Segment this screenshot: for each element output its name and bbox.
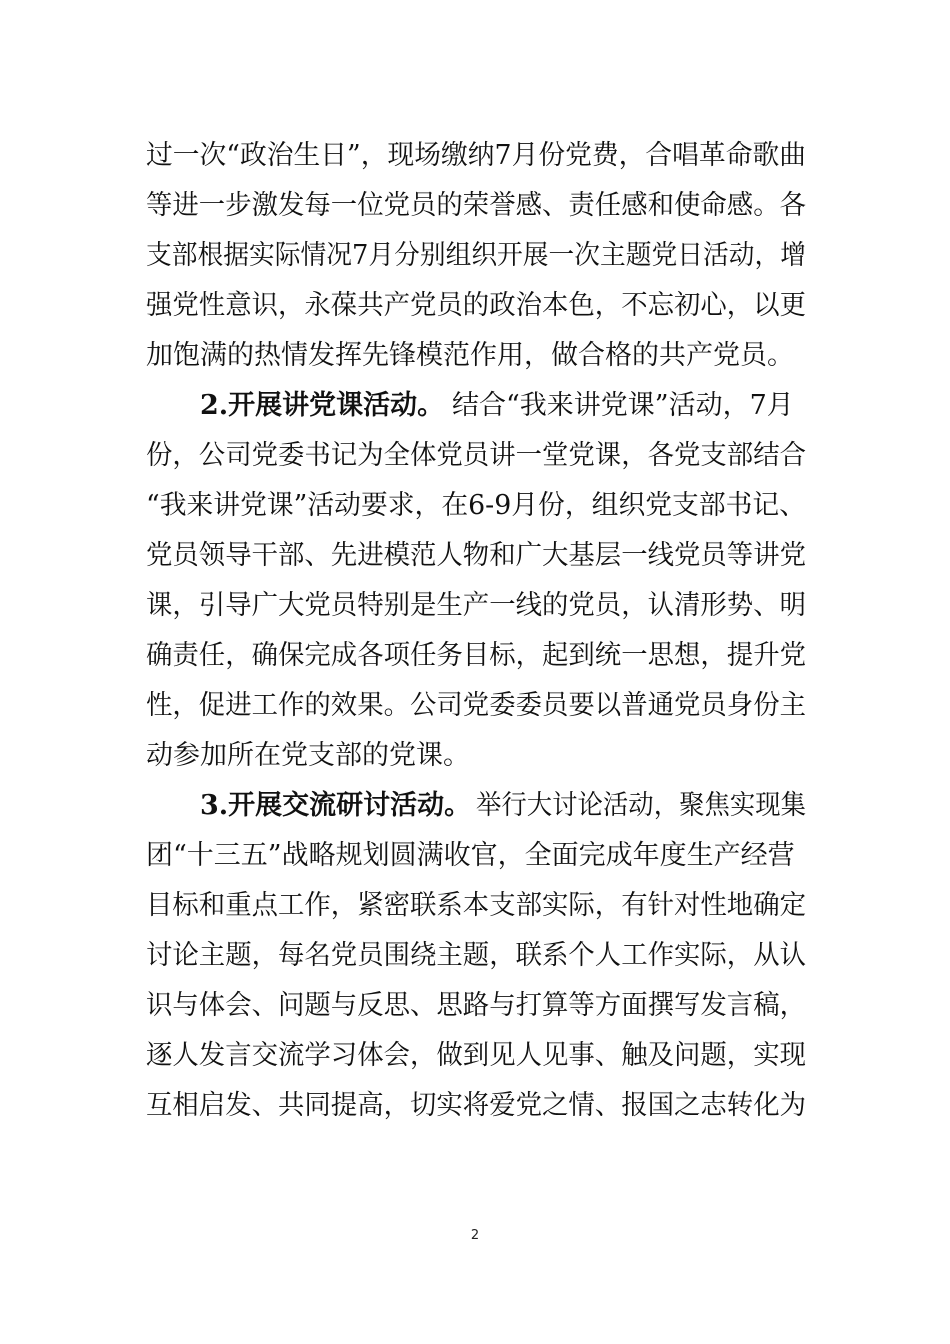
- page-number: 2: [470, 1228, 480, 1243]
- line-text: 动参加所在党支部的党课。: [146, 740, 470, 771]
- line-text: 互相启发、共同提高，切实将爱党之情、报国之志转化为: [146, 1090, 806, 1121]
- section-heading: 2.开展讲党课活动。: [200, 390, 445, 421]
- section-heading-line: [0, 386, 950, 426]
- text-line: [0, 536, 950, 576]
- section-heading: 3.开展交流研讨活动。: [200, 790, 472, 821]
- text-line: [0, 436, 950, 476]
- text-line: [0, 336, 950, 376]
- line-text: 加饱满的热情发挥先锋模范作用，做合格的共产党员。: [146, 340, 794, 371]
- text-line: [0, 836, 950, 876]
- line-text: 确责任，确保完成各项任务目标，起到统一思想，提升党: [146, 640, 806, 671]
- text-line: [0, 586, 950, 626]
- line-text: 强党性意识，永葆共产党员的政治本色，不忘初心，以更: [146, 290, 806, 321]
- text-line: [0, 186, 950, 226]
- line-text: “我来讲党课”活动要求，在6-9月份，组织党支部书记、: [146, 490, 806, 521]
- line-text: 讨论主题，每名党员围绕主题，联系个人工作实际，从认: [146, 940, 806, 971]
- line-text: 支部根据实际情况7月分别组织开展一次主题党日活动，增: [146, 240, 806, 271]
- line-text: 份，公司党委书记为全体党员讲一堂党课，各党支部结合: [146, 440, 806, 471]
- text-line: [0, 686, 950, 726]
- line-text: 过一次“政治生日”，现场缴纳7月份党费，合唱革命歌曲: [146, 140, 806, 171]
- text-line: [0, 286, 950, 326]
- text-line: [0, 936, 950, 976]
- text-line: [0, 986, 950, 1026]
- text-line: [0, 486, 950, 526]
- line-text: 等进一步激发每一位党员的荣誉感、责任感和使命感。各: [146, 190, 806, 221]
- line-text: 识与体会、问题与反思、思路与打算等方面撰写发言稿，: [146, 990, 806, 1021]
- text-line: [0, 236, 950, 276]
- text-line: [0, 886, 950, 926]
- line-text: 逐人发言交流学习体会，做到见人见事、触及问题，实现: [146, 1040, 806, 1071]
- text-line: [0, 736, 950, 776]
- text-line: [0, 136, 950, 176]
- line-text: 目标和重点工作，紧密联系本支部实际，有针对性地确定: [146, 890, 806, 921]
- line-text: 团“十三五”战略规划圆满收官，全面完成年度生产经营: [146, 840, 795, 871]
- section-heading-line: [0, 786, 950, 826]
- text-line: [0, 1086, 950, 1126]
- line-text: 课，引导广大党员特别是生产一线的党员，认清形势、明: [146, 590, 806, 621]
- line-text: 举行大讨论活动，聚焦实现集: [476, 790, 806, 821]
- text-line: [0, 1036, 950, 1076]
- line-text: 党员领导干部、先进模范人物和广大基层一线党员等讲党: [146, 540, 806, 571]
- line-text: 性，促进工作的效果。公司党委委员要以普通党员身份主: [146, 690, 806, 721]
- text-line: [0, 636, 950, 676]
- line-text: 结合“我来讲党课”活动，7月: [452, 390, 794, 421]
